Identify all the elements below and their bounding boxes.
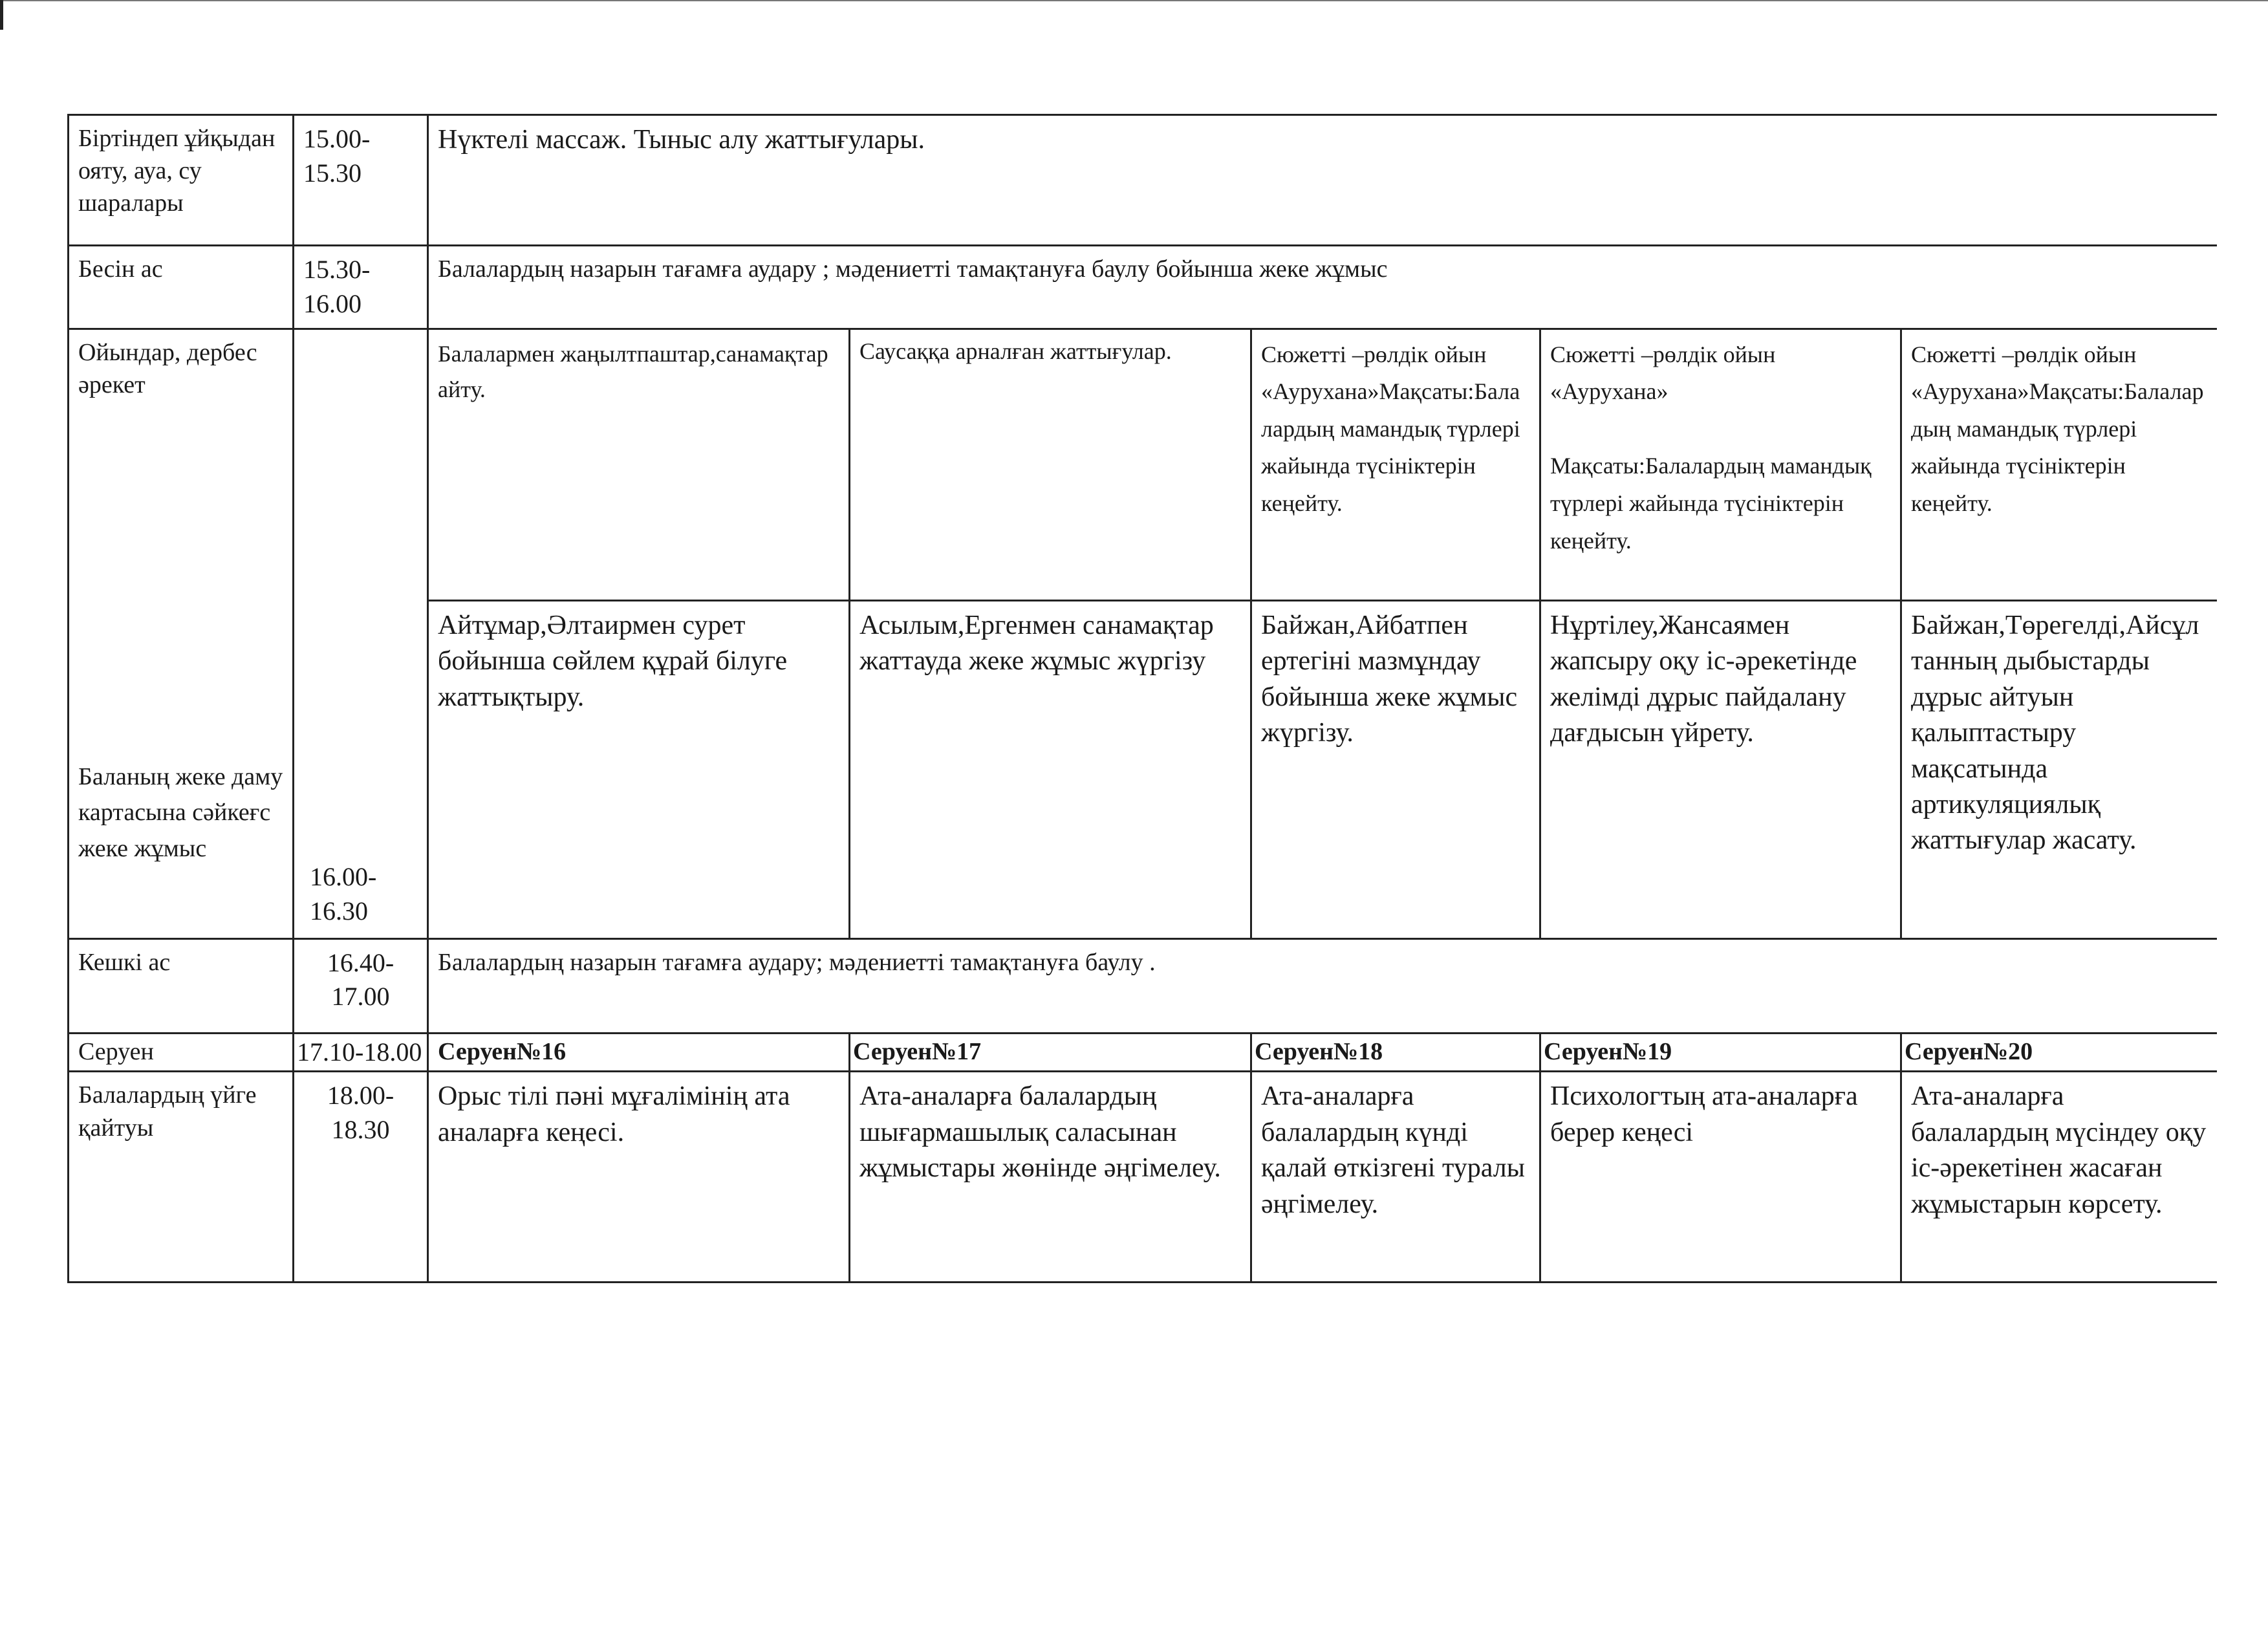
walk-cell: Серуен№18 xyxy=(1251,1033,1540,1072)
activity-label-individual: Баланың жеке даму картасына сәйкеғс жеке жұмыс xyxy=(78,763,283,862)
walk-cell: Серуен№16 xyxy=(428,1033,850,1072)
home-cell: Ата-аналарға балалардың шығармашылық саласынан жұмыстары жөнінде әңгімелеу. xyxy=(850,1072,1251,1283)
individual-cell: Нұртілеу,Жансаямен жапсыру оқу іс-әрекетінде желімді дұрыс пайдалану дағдысын үйрету. xyxy=(1540,600,1901,938)
individual-cell: Байжан,Айбатпен ертегіні мазмұндау бойынша жеке жұмыс жүргізу. xyxy=(1251,600,1540,938)
activity-cell: Кешкі ас xyxy=(69,938,294,1033)
scan-top-edge xyxy=(0,0,2268,1)
time-cell: 15.00-15.30 xyxy=(294,115,428,246)
home-cell: Ата-аналарға балалардың мүсіндеу оқу іс-әрекетінен жасаған жұмыстарын көрсету. xyxy=(1901,1072,2217,1283)
walk-cell: Серуен№17 xyxy=(850,1033,1251,1072)
schedule-row-snack xyxy=(69,246,2217,329)
activity-cell: Бесін ас xyxy=(69,246,294,329)
games-cell: Балалармен жаңылтпаштар,санамақтар айту. xyxy=(428,329,850,600)
schedule-row-walk xyxy=(69,1033,2217,1072)
content-cell: Нүктелі массаж. Тыныс алу жаттығулары. xyxy=(428,115,2217,246)
schedule-row-wake xyxy=(69,115,2217,246)
time-cell-games xyxy=(294,329,428,938)
games-cell: Сюжетті –рөлдік ойын «Аурухана»Мақсаты:Балалардың мамандық түрлері жайында түсініктерін кеңейту. xyxy=(1901,329,2217,600)
walk-cell: Серуен№19 xyxy=(1540,1033,1901,1072)
activity-cell-games xyxy=(69,329,294,938)
individual-cell: Байжан,Төрегелді,Айсұлтанның дыбыстарды дұрыс айтуын қалыптастыру мақсатында артикуляциялық жаттығулар жасату. xyxy=(1901,600,2217,938)
time-cell: 18.00- 18.30 xyxy=(294,1072,428,1283)
activity-cell: Біртіндеп ұйқыдан ояту, ауа, су шаралары xyxy=(69,115,294,246)
activity-cell: Балалардың үйге қайтуы xyxy=(69,1072,294,1283)
home-cell: Психологтың ата-аналарға берер кеңесі xyxy=(1540,1072,1901,1283)
games-cell: Сюжетті –рөлдік ойын «Аурухана»Мақсаты:Балалардың мамандық түрлері жайында түсініктерін кеңейту. xyxy=(1251,329,1540,600)
games-cell: Сюжетті –рөлдік ойын «Аурухана» Мақсаты:Балалардың мамандық түрлері жайында түсініктерін кеңейту. xyxy=(1540,329,1901,600)
content-cell: Балалардың назарын тағамға аудару ; мәдениетті тамақтануға баулу бойынша жеке жұмыс xyxy=(428,246,2217,329)
time-cell: 15.30-16.00 xyxy=(294,246,428,329)
activity-label-games: Ойындар, дербес әрекет xyxy=(78,338,257,398)
games-cell: Саусаққа арналған жаттығулар. xyxy=(850,329,1251,600)
time-cell: 17.10-18.00 xyxy=(294,1033,428,1072)
individual-cell: Айтұмар,Әлтаирмен сурет бойынша сөйлем құрай білуге жаттықтыру. xyxy=(428,600,850,938)
scan-edge-mark xyxy=(0,0,3,30)
home-cell: Орыс тілі пәні мұғалімінің ата аналарға кеңесі. xyxy=(428,1072,850,1283)
schedule-row-dinner xyxy=(69,938,2217,1033)
schedule-row-games xyxy=(69,329,2217,600)
daily-schedule-table xyxy=(67,114,2217,1283)
activity-cell: Серуен xyxy=(69,1033,294,1072)
time-cell: 16.40- 17.00 xyxy=(294,938,428,1033)
schedule-row-home xyxy=(69,1072,2217,1283)
content-cell: Балалардың назарын тағамға аудару; мәдениетті тамақтануға баулу . xyxy=(428,938,2217,1033)
individual-cell: Асылым,Ергенмен санамақтар жаттауда жеке жұмыс жүргізу xyxy=(850,600,1251,938)
walk-cell: Серуен№20 xyxy=(1901,1033,2217,1072)
home-cell: Ата-аналарға балалардың күнді қалай өткізгені туралы әңгімелеу. xyxy=(1251,1072,1540,1283)
time-label: 16.00- 16.30 xyxy=(310,862,377,926)
